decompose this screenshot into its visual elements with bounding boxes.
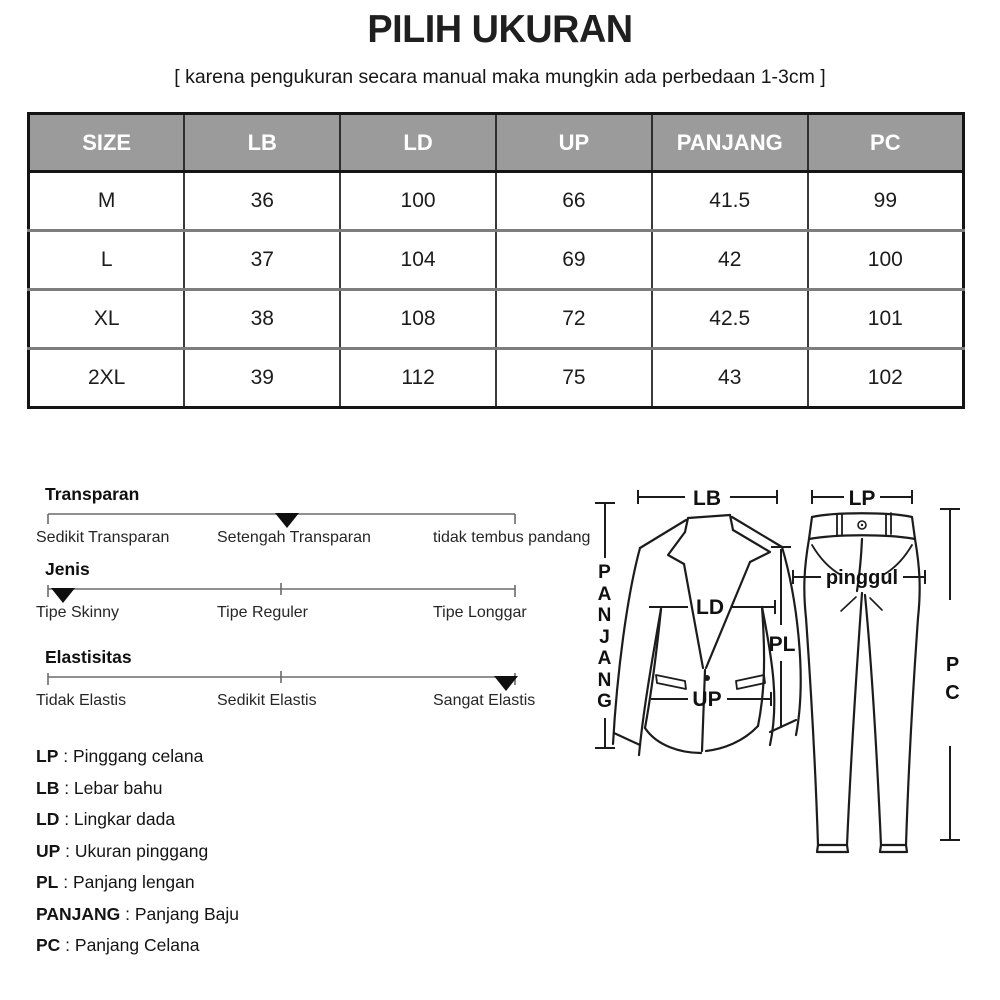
legend-value: Panjang Celana bbox=[74, 935, 200, 955]
col-header-panjang: PANJANG bbox=[652, 114, 808, 172]
col-header-ld: LD bbox=[340, 114, 496, 172]
legend-separator: : bbox=[58, 746, 73, 766]
col-header-lb: LB bbox=[184, 114, 340, 172]
legend-item bbox=[36, 809, 239, 827]
legend-key: PC bbox=[36, 935, 61, 955]
table-cell: 38 bbox=[184, 290, 340, 349]
legend-item bbox=[36, 746, 239, 764]
scale-option: Tipe Skinny bbox=[36, 604, 119, 621]
legend-separator: : bbox=[59, 809, 74, 829]
legend-item bbox=[36, 904, 239, 922]
legend-key: UP bbox=[36, 840, 61, 861]
scale-jenis bbox=[30, 559, 608, 629]
legend-value: Ukuran pinggang bbox=[74, 840, 209, 861]
table-cell: 112 bbox=[340, 349, 496, 408]
table-row bbox=[29, 290, 964, 349]
table-cell: 37 bbox=[184, 231, 340, 290]
panjang-vertical-label: PANJANG bbox=[597, 562, 612, 712]
measurement-legend bbox=[36, 746, 239, 967]
table-cell: 75 bbox=[496, 349, 652, 408]
col-header-size: SIZE bbox=[29, 114, 185, 172]
lp-measure-label: LP bbox=[848, 487, 876, 510]
legend-key: LB bbox=[36, 777, 60, 798]
scale-transparan bbox=[30, 484, 608, 554]
legend-key: LD bbox=[36, 809, 60, 829]
col-header-pc: PC bbox=[808, 114, 964, 172]
legend-separator: : bbox=[59, 777, 74, 798]
scale-option: Sangat Elastis bbox=[433, 692, 536, 709]
pc-vertical-label: PC bbox=[945, 654, 960, 704]
up-measure-label: UP bbox=[692, 688, 722, 711]
page-subtitle: [ karena pengukuran secara manual maka mungkin ada perbedaan 1-3cm ] bbox=[174, 66, 826, 88]
col-header-up: UP bbox=[496, 114, 652, 172]
garment-measurement-diagram bbox=[585, 478, 985, 870]
scale-option: Tipe Longgar bbox=[433, 604, 527, 621]
scale-option: tidak tembus pandang bbox=[433, 529, 591, 546]
scale-option: Tidak Elastis bbox=[36, 692, 127, 709]
page-title: PILIH UKURAN bbox=[367, 8, 633, 51]
ld-measure-label: LD bbox=[696, 596, 724, 619]
table-row bbox=[29, 231, 964, 290]
legend-key: LP bbox=[36, 746, 59, 766]
scale-option: Sedikit Elastis bbox=[217, 692, 317, 709]
pants-measure-lines bbox=[793, 490, 960, 840]
table-cell: 100 bbox=[340, 172, 496, 231]
scale-jenis-label: Jenis bbox=[45, 559, 90, 579]
table-cell: 69 bbox=[496, 231, 652, 290]
pinggul-measure-label: pinggul bbox=[825, 567, 899, 589]
table-cell: 108 bbox=[340, 290, 496, 349]
pl-measure-label: PL bbox=[768, 633, 796, 656]
jacket-button bbox=[704, 675, 710, 681]
table-cell: 42.5 bbox=[652, 290, 808, 349]
legend-separator: : bbox=[120, 903, 135, 924]
table-cell: 43 bbox=[652, 349, 808, 408]
table-cell: 72 bbox=[496, 290, 652, 349]
scale-elastisitas-label: Elastisitas bbox=[45, 647, 132, 667]
lb-measure-label: LB bbox=[693, 487, 721, 510]
legend-key: PANJANG bbox=[36, 903, 121, 924]
legend-separator: : bbox=[58, 872, 73, 892]
table-cell: XL bbox=[29, 290, 185, 349]
table-cell: 41.5 bbox=[652, 172, 808, 231]
selection-marker-icon bbox=[51, 588, 75, 603]
scale-option: Setengah Transparan bbox=[217, 529, 371, 546]
table-cell: 42 bbox=[652, 231, 808, 290]
legend-key: PL bbox=[36, 872, 59, 892]
table-cell: 99 bbox=[808, 172, 964, 231]
scale-option: Tipe Reguler bbox=[217, 604, 309, 621]
legend-value: Lingkar dada bbox=[73, 809, 176, 829]
table-cell: 2XL bbox=[29, 349, 185, 408]
legend-value: Lebar bahu bbox=[73, 777, 163, 798]
table-row bbox=[29, 172, 964, 231]
scale-elastisitas bbox=[30, 647, 608, 717]
table-row bbox=[29, 349, 964, 408]
table-cell: 101 bbox=[808, 290, 964, 349]
legend-value: Pinggang celana bbox=[72, 746, 204, 766]
table-cell: 66 bbox=[496, 172, 652, 231]
scale-option: Sedikit Transparan bbox=[36, 529, 170, 546]
table-header-row bbox=[29, 114, 964, 172]
legend-item bbox=[36, 935, 239, 953]
scale-transparan-label: Transparan bbox=[45, 484, 140, 504]
table-cell: M bbox=[29, 172, 185, 231]
table-cell: 102 bbox=[808, 349, 964, 408]
legend-value: Panjang Baju bbox=[134, 903, 239, 924]
legend-separator: : bbox=[60, 840, 75, 861]
legend-item bbox=[36, 841, 239, 859]
selection-marker-icon bbox=[275, 513, 299, 528]
size-table bbox=[27, 112, 965, 409]
legend-item bbox=[36, 872, 239, 890]
table-cell: 39 bbox=[184, 349, 340, 408]
legend-value: Panjang lengan bbox=[72, 872, 195, 892]
table-cell: 104 bbox=[340, 231, 496, 290]
legend-separator: : bbox=[60, 935, 75, 955]
table-cell: L bbox=[29, 231, 185, 290]
table-cell: 36 bbox=[184, 172, 340, 231]
table-cell: 100 bbox=[808, 231, 964, 290]
legend-item bbox=[36, 778, 239, 796]
pants-drawing bbox=[804, 513, 919, 852]
